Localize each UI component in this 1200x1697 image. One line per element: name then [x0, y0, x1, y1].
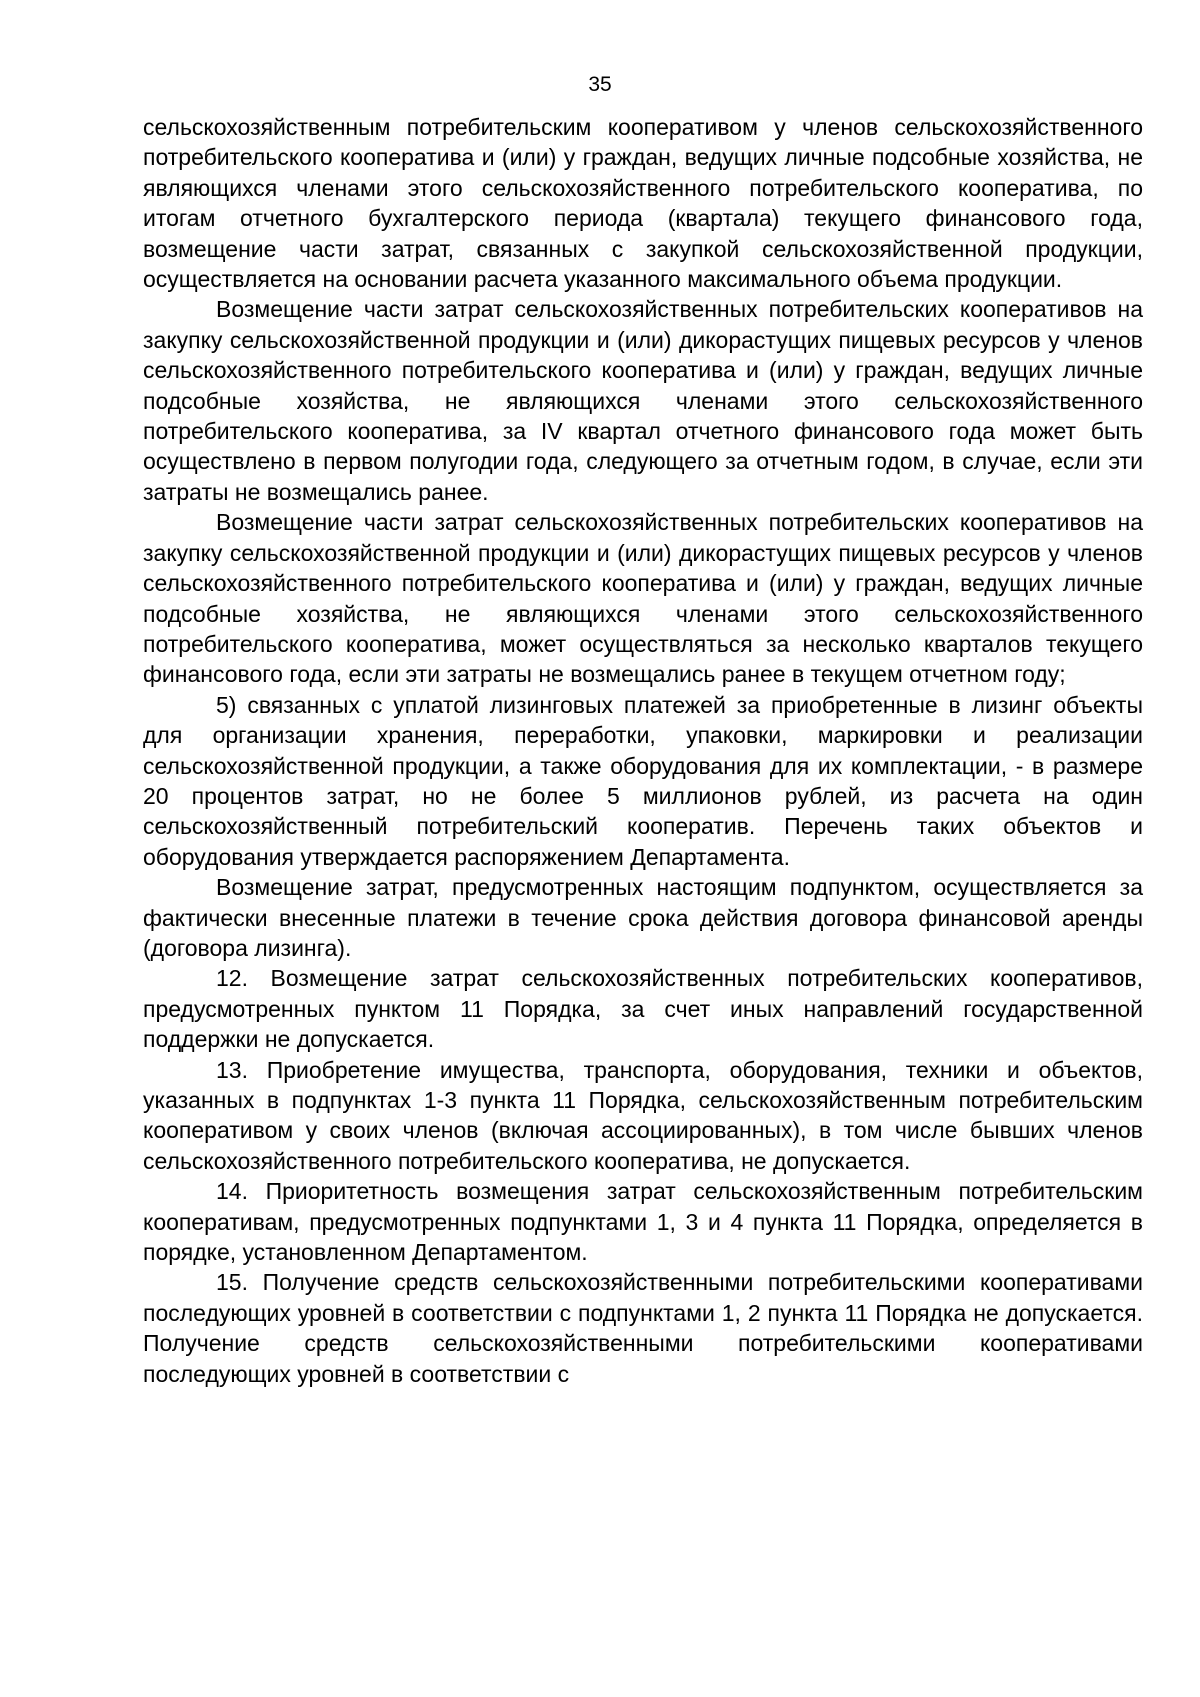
paragraph: 15. Получение средств сельскохозяйственными потребительскими кооперативами последующих уровней в соответствии с подпунктами 1, 2 пункта 11 Порядка не допускается. Получение средств сельскохозяйственными потребительскими кооперативами последующих уровней в соответствии с — [143, 1269, 1143, 1387]
page-number: 35 — [588, 73, 612, 96]
paragraph: сельскохозяйственным потребительским кооперативом у членов сельскохозяйственного потребительского кооператива и (или) у граждан, ведущих личные подсобные хозяйства, не являющихся членами этого сельскохозяйственного потребительского кооператива, по итогам отчетного бухгалтерского периода (квартала) текущего финансового года, возмещение части затрат, связанных с закупкой сельскохозяйственной продукции, осуществляется на основании расчета указанного максимального объема продукции. — [143, 114, 1143, 293]
paragraph: Возмещение части затрат сельскохозяйственных потребительских кооперативов на закупку сельскохозяйственной продукции и (или) дикорастущих пищевых ресурсов у членов сельскохозяйственного потребительского кооператива и (или) у граждан, ведущих личные подсобные хозяйства, не являющихся членами этого сельскохозяйственного потребительского кооператива, за IV квартал отчетного финансового года может быть осуществлено в первом полугодии года, следующего за отчетным годом, в случае, если эти затраты не возмещались ранее. — [143, 296, 1143, 505]
paragraph: 13. Приобретение имущества, транспорта, оборудования, техники и объектов, указанных в подпунктах 1-3 пункта 11 Порядка, сельскохозяйственным потребительским кооперативом у своих членов (включая ассоциированных), в том числе бывших членов сельскохозяйственного потребительского кооператива, не допускается. — [143, 1056, 1143, 1174]
paragraph: Возмещение части затрат сельскохозяйственных потребительских кооперативов на закупку сельскохозяйственной продукции и (или) дикорастущих пищевых ресурсов у членов сельскохозяйственного потребительского кооператива и (или) у граждан, ведущих личные подсобные хозяйства, не являющихся членами этого сельскохозяйственного потребительского кооператива, может осуществляться за несколько кварталов текущего финансового года, если эти затраты не возмещались ранее в текущем отчетном году; — [143, 509, 1143, 688]
paragraph: Возмещение затрат, предусмотренных настоящим подпунктом, осуществляется за фактически внесенные платежи в течение срока действия договора финансовой аренды (договора лизинга). — [143, 874, 1143, 961]
paragraph: 5) связанных с уплатой лизинговых платежей за приобретенные в лизинг объекты для организации хранения, переработки, упаковки, маркировки и реализации сельскохозяйственной продукции, а также оборудования для их комплектации, - в размере 20 процентов затрат, но не более 5 миллионов рублей, из расчета на один сельскохозяйственный потребительский кооператив. Перечень таких объектов и оборудования утверждается распоряжением Департамента. — [143, 691, 1143, 870]
paragraph: 14. Приоритетность возмещения затрат сельскохозяйственным потребительским кооперативам, предусмотренных подпунктами 1, 3 и 4 пункта 11 Порядка, определяется в порядке, установленном Департаментом. — [143, 1178, 1143, 1266]
body-text — [143, 112, 1143, 1389]
paragraph: 12. Возмещение затрат сельскохозяйственных потребительских кооперативов, предусмотренных пунктом 11 Порядка, за счет иных направлений государственной поддержки не допускается. — [143, 965, 1143, 1053]
